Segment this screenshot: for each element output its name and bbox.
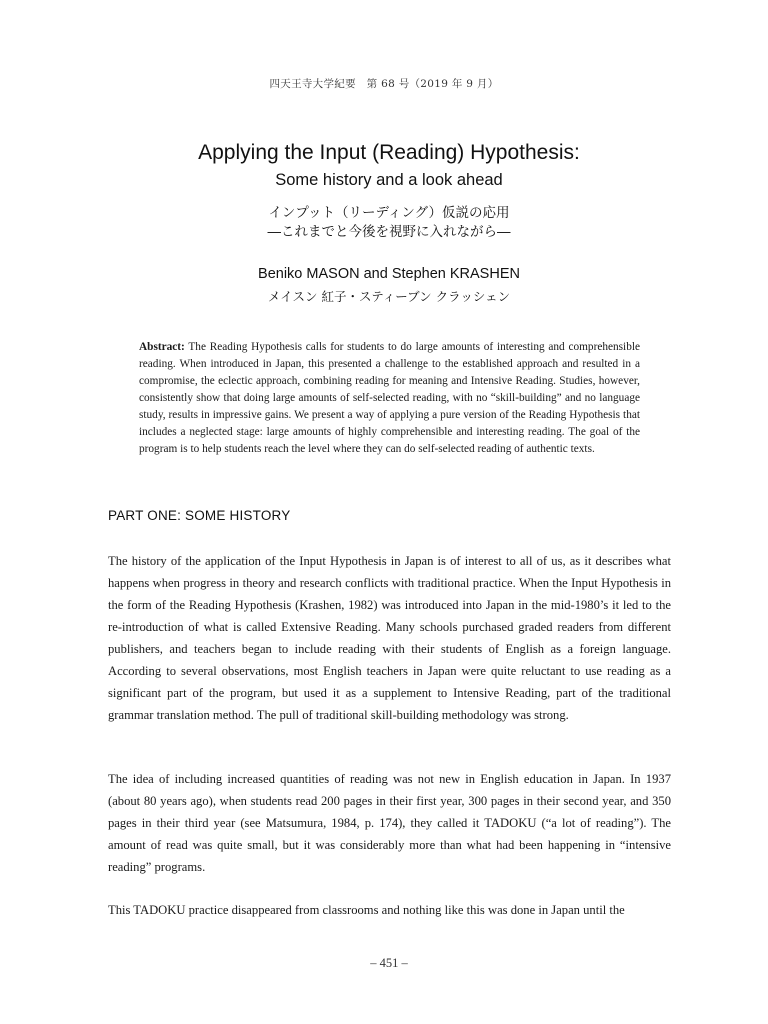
article-title-japanese: インプット（リーディング）仮説の応用: [268, 205, 510, 221]
article-subtitle-japanese: ―これまでと今後を視野に入れながら―: [267, 224, 511, 240]
journal-header: 四天王寺大学紀要 第 68 号（2019 年 9 月）: [269, 78, 499, 90]
abstract: [139, 339, 640, 458]
author-list-japanese: メイスン 紅子・スティーブン クラッシェン: [267, 289, 511, 304]
abstract-label: Abstract:: [139, 341, 185, 353]
body-paragraph-1: The history of the application of the Input Hypothesis in Japan is of interest to all of us, as it describes what happens when progress in theory and research conflicts with traditional practice. When the Input Hypothesis in the form of the Reading Hypothesis (Krashen, 1982) was introduced into Japan in the mid-1980’s it led to the re-introduction of what is called Extensive Reading. Many schools purchased graded readers from different publishers, and teachers began to include reading with their students of English as a foreign language. According to several observations, most English teachers in Japan were quite reluctant to use reading as a significant part of the program, but used it as a supplement to Intensive Reading, part of the traditional grammar translation method. The pull of traditional skill-building methodology was strong.: [108, 554, 671, 722]
article-title: Applying the Input (Reading) Hypothesis:: [198, 141, 580, 164]
abstract-text: The Reading Hypothesis calls for students to do large amounts of interesting and comprehensible reading. When introduced in Japan, this presented a challenge to the established approach and resulted in a compromise, the eclectic approach, combining reading for meaning and Intensive Reading. Studies, however, consistently show that doing large amounts of self-selected reading, with no “skill-building” and no language study, results in impressive gains. We present a way of applying a pure version of the Reading Hypothesis that includes a neglected stage: large amounts of highly comprehensible and interesting reading. The goal of the program is to help students reach the level where they can do self-selected reading of authentic texts.: [139, 341, 640, 455]
article-subtitle: Some history and a look ahead: [275, 171, 503, 189]
body-paragraph-2: The idea of including increased quantities of reading was not new in English education in Japan. In 1937 (about 80 years ago), when students read 200 pages in their first year, 300 pages in their second year, and 350 pages in their third year (see Matsumura, 1984, p. 174), they called it TADOKU (“a lot of reading”). The amount of read was quite small, but it was considerably more than what had been happening in “intensive reading” programs.: [108, 772, 671, 874]
author-list: Beniko MASON and Stephen KRASHEN: [258, 266, 520, 282]
body-paragraph-3: This TADOKU practice disappeared from classrooms and nothing like this was done in Japan until the: [108, 903, 625, 917]
section-heading: PART ONE: SOME HISTORY: [108, 508, 291, 523]
page-number: – 451 –: [370, 956, 408, 970]
